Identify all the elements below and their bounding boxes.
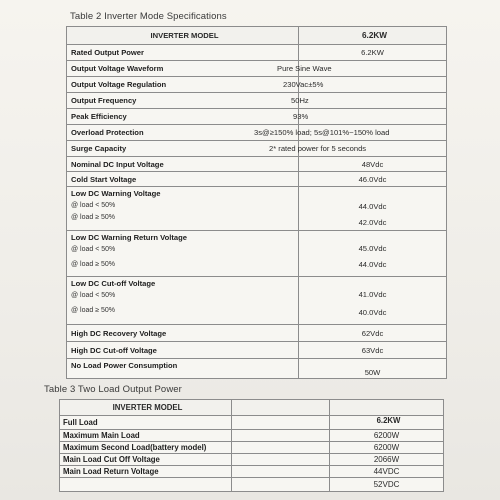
row-value: 6200W — [330, 442, 444, 454]
table-3-caption: Table 3 Two Load Output Power — [44, 384, 182, 395]
empty-cell — [232, 430, 330, 442]
row-value: 62Vdc — [299, 325, 447, 342]
row-value: 6200W — [330, 430, 444, 442]
table-row — [60, 454, 444, 466]
low-dc-warning-return-label: Low DC Warning Return Voltage — [71, 233, 188, 242]
table-row — [67, 231, 447, 277]
row-label: Output Frequency — [67, 93, 299, 109]
load-condition-2: @ load ≥ 50% — [71, 214, 116, 221]
row-label: High DC Recovery Voltage — [67, 325, 299, 342]
inverter-mode-spec-table — [66, 26, 447, 379]
row-value: Pure Sine Wave — [299, 61, 447, 77]
table-row — [67, 359, 447, 379]
row-label: High DC Cut-off Voltage — [67, 342, 299, 359]
row-value: 50Hz — [299, 93, 447, 109]
row-value: 2066W — [330, 454, 444, 466]
row-value — [299, 231, 447, 277]
row-label — [67, 187, 299, 231]
value-2: 42.0Vdc — [358, 218, 387, 227]
row-label: Cold Start Voltage — [67, 172, 299, 187]
row-value: 48Vdc — [299, 157, 447, 172]
empty-cell — [232, 466, 330, 478]
row-value: 93% — [299, 109, 447, 125]
empty-cell — [232, 400, 330, 416]
row-value: 52VDC — [330, 478, 444, 492]
load-condition-1: @ load < 50% — [71, 202, 116, 209]
table-row — [67, 325, 447, 342]
row-value: 46.0Vdc — [299, 172, 447, 187]
table-row — [67, 77, 447, 93]
header-value: 6.2KW — [299, 27, 447, 45]
table-row — [67, 172, 447, 187]
load-condition-1: @ load < 50% — [71, 246, 116, 253]
table-row — [67, 157, 447, 172]
row-label: Main Load Return Voltage — [60, 466, 232, 478]
table-row — [67, 342, 447, 359]
table-header-row — [60, 400, 444, 416]
table-header-row — [67, 27, 447, 45]
low-dc-warning-label: Low DC Warning Voltage — [71, 189, 161, 198]
load-condition-1: @ load < 50% — [71, 292, 116, 299]
table-row — [60, 416, 444, 430]
table-row — [67, 125, 447, 141]
row-label — [67, 277, 299, 325]
row-label: Surge Capacity — [67, 141, 299, 157]
row-label: Maximum Main Load — [60, 430, 232, 442]
empty-cell — [232, 416, 330, 430]
table-2-caption: Table 2 Inverter Mode Specifications — [70, 11, 227, 22]
row-label: No Load Power Consumption — [67, 359, 299, 379]
table-row — [60, 442, 444, 454]
table-row — [67, 109, 447, 125]
table-row — [67, 277, 447, 325]
row-label: Nominal DC Input Voltage — [67, 157, 299, 172]
header-label: INVERTER MODEL — [67, 27, 299, 45]
empty-cell — [232, 454, 330, 466]
header-value — [330, 400, 444, 416]
row-value: 2* rated power for 5 seconds — [299, 141, 447, 157]
table-row — [67, 93, 447, 109]
table-row — [67, 45, 447, 61]
row-label: Overload Protection — [67, 125, 299, 141]
row-label: Peak Efficiency — [67, 109, 299, 125]
value-2: 44.0Vdc — [358, 260, 387, 269]
empty-cell — [232, 442, 330, 454]
load-condition-2: @ load ≥ 50% — [71, 307, 116, 314]
low-dc-cutoff-label: Low DC Cut-off Voltage — [71, 279, 156, 288]
row-value: 6.2KW — [299, 45, 447, 61]
row-value: 63Vdc — [299, 342, 447, 359]
row-label — [67, 231, 299, 277]
value-2: 40.0Vdc — [358, 308, 387, 317]
table-row — [60, 478, 444, 492]
table-row — [60, 430, 444, 442]
row-label: Output Voltage Regulation — [67, 77, 299, 93]
row-value: 3s@≥150% load; 5s@101%~150% load — [299, 125, 447, 141]
table-row — [60, 466, 444, 478]
table-row — [67, 61, 447, 77]
row-label: Rated Output Power — [67, 45, 299, 61]
value-1: 41.0Vdc — [358, 290, 387, 299]
row-value: 230Vac±5% — [299, 77, 447, 93]
row-value — [299, 187, 447, 231]
two-load-output-power-table — [59, 399, 444, 492]
empty-cell — [60, 478, 232, 492]
table-row — [67, 187, 447, 231]
row-value: 44VDC — [330, 466, 444, 478]
row-label: Maximum Second Load(battery model) — [60, 442, 232, 454]
header-label: INVERTER MODEL — [60, 400, 232, 416]
load-condition-2: @ load ≥ 50% — [71, 261, 116, 268]
row-value — [299, 277, 447, 325]
row-value: 50W — [299, 359, 447, 379]
header-value: 6.2KW — [330, 416, 444, 430]
row-label: Output Voltage Waveform — [67, 61, 299, 77]
row-label: Full Load — [60, 416, 232, 430]
table-row — [67, 141, 447, 157]
row-label: Main Load Cut Off Voltage — [60, 454, 232, 466]
value-1: 44.0Vdc — [358, 202, 387, 211]
value-1: 45.0Vdc — [358, 244, 387, 253]
empty-cell — [232, 478, 330, 492]
